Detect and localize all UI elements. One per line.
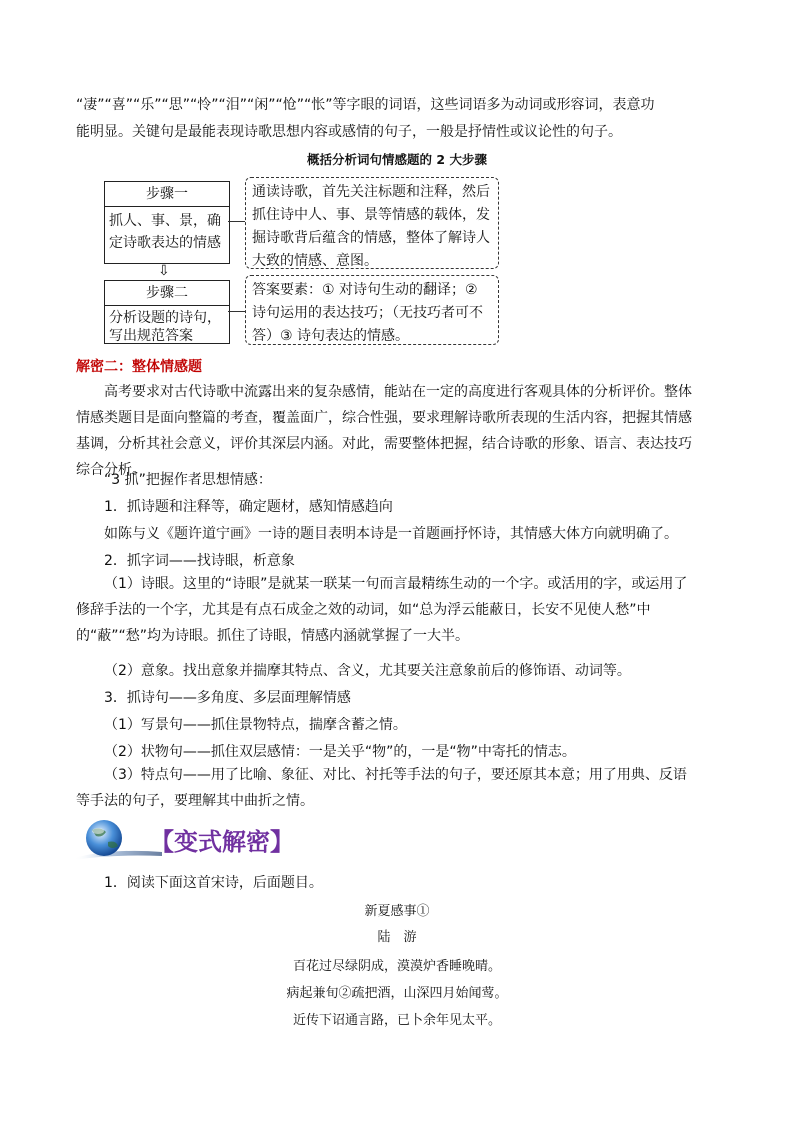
intro-line-1: “凄”“喜”“乐”“思”“怜”“泪”“闲”“怆”“怅”等字眼的词语，这些词语多为动词或形容词，表意功: [76, 97, 655, 113]
poem-title: 新夏感事①: [364, 904, 430, 919]
step2-connector: [228, 311, 245, 312]
paragraph-10: （2）状物句——抓住双层感情：一是关乎“物”的，一是“物”中寄托的情志。: [104, 744, 576, 760]
step1-header: 步骤一: [105, 182, 229, 207]
paragraph-7: （2）意象。找出意象并揣摩其特点、含义，尤其要关注意象前后的修饰语、动词等。: [104, 663, 631, 679]
poem-author: 陆 游: [377, 930, 417, 945]
paragraph-11: （3）特点句——用了比喻、象征、对比、衬托等手法的句子，要还原其本意；用了用典、反语等手法的句子，要理解其中曲折之情。: [76, 767, 687, 809]
step2-header: 步骤二: [105, 281, 229, 306]
paragraph-1: 高考要求对古代诗歌中流露出来的复杂感情，能站在一定的高度进行客观具体的分析评价。整体情感类题目是面向整篇的考查，覆盖面广，综合性强，要求理解诗歌所表现的生活内容，把握其情感基调，分析其社会意义，评价其深层内涵。对此，需要整体把握，结合诗歌的形象、语言、表达技巧综合分析。: [76, 384, 692, 478]
step1-box: [104, 181, 230, 264]
step1-body: 抓人、事、景，确定诗歌表达的情感: [109, 213, 221, 251]
poem-line-3: 近传下诏通言路，已卜余年见太平。: [292, 1013, 501, 1028]
poem-line-2: 病起兼旬②疏把酒，山深四月始闻莺。: [286, 986, 508, 1001]
paragraph-2: “3 抓”把握作者思想情感：: [104, 472, 272, 488]
step1-connector: [228, 221, 245, 222]
intro-line-2: 能明显。关键句是最能表现诗歌思想内容或感情的句子，一般是抒情性或议论性的句子。: [76, 124, 622, 140]
step2-box: [104, 280, 230, 344]
paragraph-4: 如陈与义《题许道宁画》一诗的题目表明本诗是一首题画抒怀诗，其情感大体方向就明确了。: [104, 526, 678, 542]
paragraph-9: （1）写景句——抓住景物特点，揣摩含蓄之情。: [104, 717, 407, 733]
step2-body: 分析设题的诗句，写出规范答案: [109, 310, 221, 344]
poem-line-1: 百花过尽绿阴成，漠漠炉香睡晚晴。: [292, 959, 501, 974]
banner-title: 【变式解密】: [150, 828, 294, 856]
step2-note: 答案要素：① 对诗句生动的翻译；② 诗句运用的表达技巧；（无技巧者可不答）③ 诗句表达的情感。: [245, 275, 499, 345]
paragraph-6: （1）诗眼。这里的“诗眼”是就某一联某一句而言最精练生动的一个字。或活用的字，或运用了修辞手法的一个字，尤其是有点石成金之效的动词，如“总为浮云能蔽日，长安不见使人愁”中的“蔽”“愁”均为诗眼。抓住了诗眼，情感内涵就掌握了一大半。: [76, 576, 688, 644]
paragraph-5: 2．抓字词——找诗眼，析意象: [104, 553, 295, 569]
down-arrow-icon: ⇩: [158, 263, 170, 279]
paragraph-8: 3．抓诗句——多角度、多层面理解情感: [104, 690, 351, 706]
section-heading: 解密二：整体情感题: [76, 359, 202, 375]
paragraph-3: 1．抓诗题和注释等，确定题材，感知情感趋向: [104, 499, 393, 515]
diagram-title: 概括分析词句情感题的 2 大步骤: [307, 152, 487, 167]
step1-note: 通读诗歌，首先关注标题和注释，然后抓住诗中人、事、景等情感的载体，发掘诗歌背后蕴含的情感，整体了解诗人大致的情感、意图。: [245, 177, 499, 269]
question-1: 1．阅读下面这首宋诗，后面题目。: [104, 875, 323, 891]
